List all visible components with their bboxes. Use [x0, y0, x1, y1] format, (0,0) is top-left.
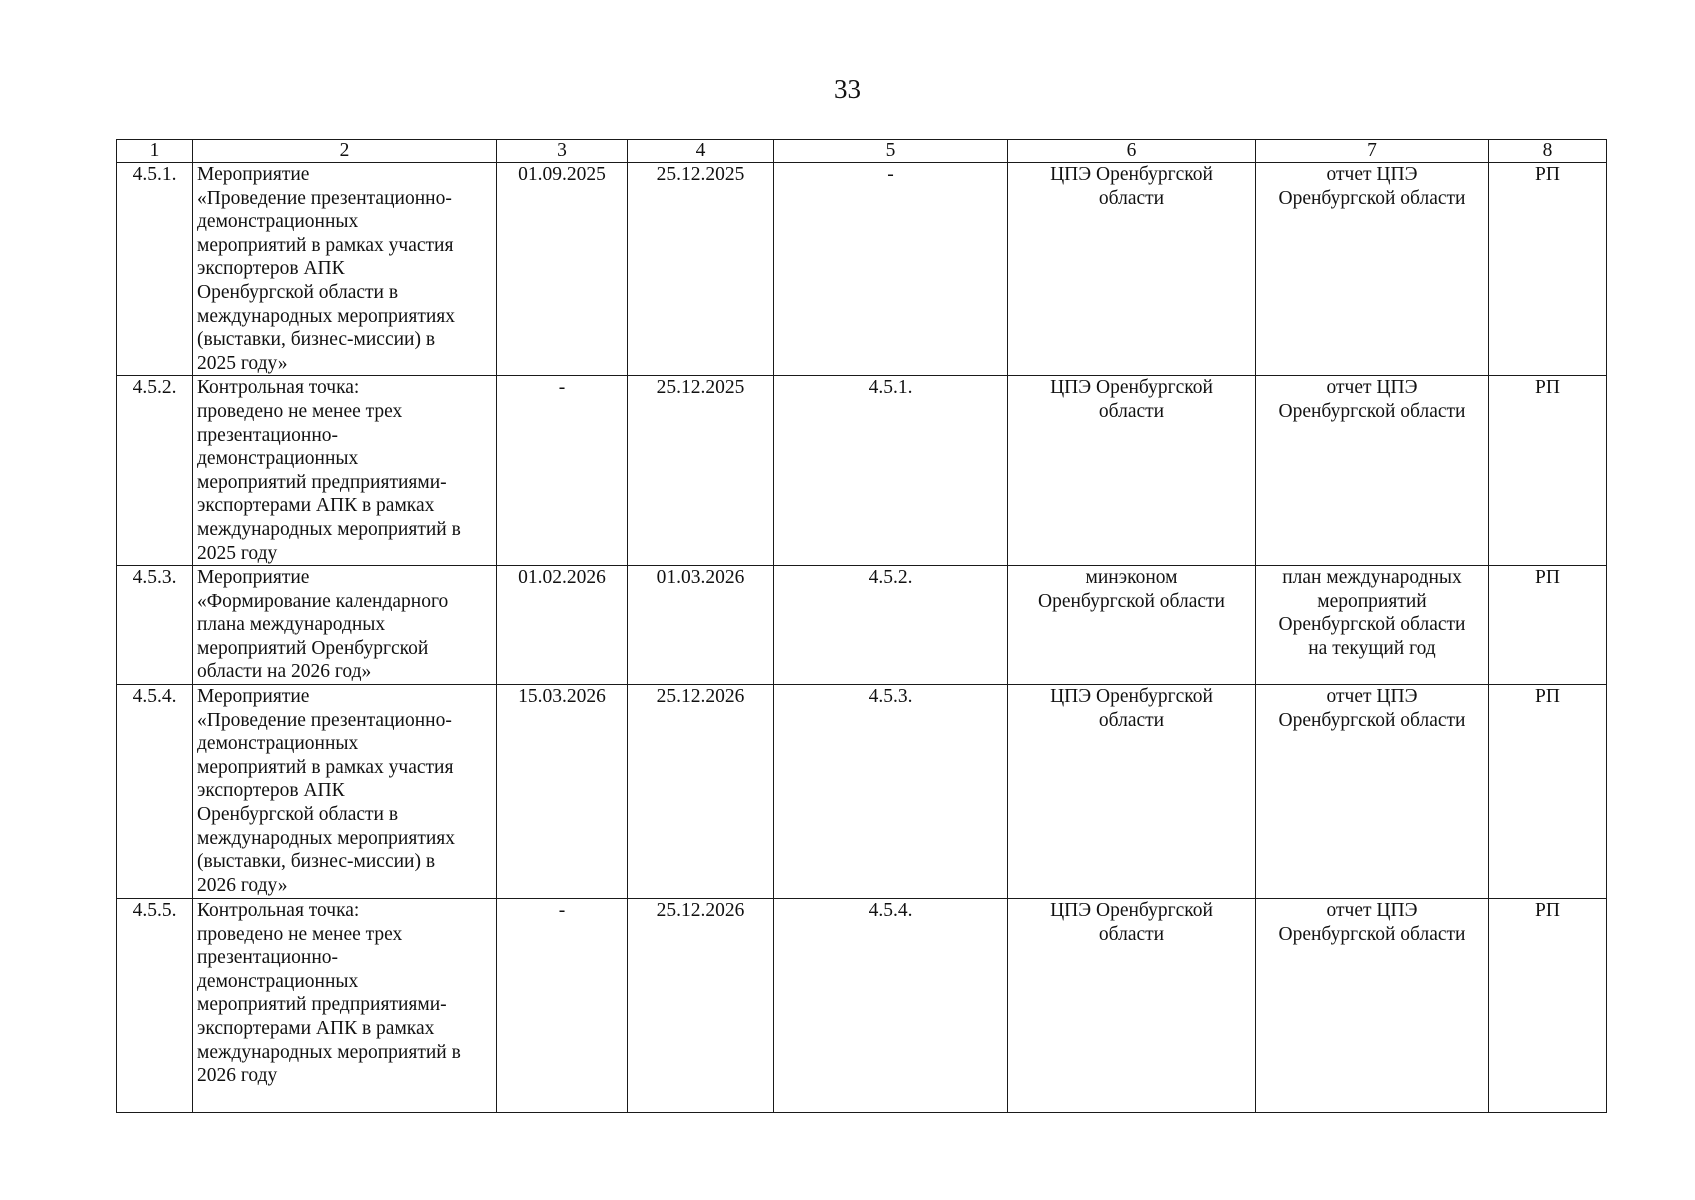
header-cell: 2 [193, 140, 497, 163]
cell-control-level: РП [1489, 899, 1607, 1113]
cell-responsible: ЦПЭ Оренбургской области [1008, 685, 1256, 899]
cell-start-date: - [497, 899, 628, 1113]
cell-activity-name: Мероприятие «Формирование календарного плана международных мероприятий Оренбургской области на 2026 год» [193, 566, 497, 685]
cell-predecessor: 4.5.1. [774, 376, 1008, 566]
cell-activity-name: Мероприятие «Проведение презентационно- демонстрационных мероприятий в рамках участия экспортеров АПК Оренбургской области в международных мероприятиях (выставки, бизнес-миссии) в 2025 году» [193, 163, 497, 376]
cell-start-date: 01.09.2025 [497, 163, 628, 376]
table-row [117, 685, 1607, 899]
cell-predecessor: 4.5.4. [774, 899, 1008, 1113]
header-cell: 5 [774, 140, 1008, 163]
cell-predecessor: 4.5.2. [774, 566, 1008, 685]
cell-control-level: РП [1489, 163, 1607, 376]
cell-responsible: минэконом Оренбургской области [1008, 566, 1256, 685]
cell-activity-name: Контрольная точка: проведено не менее трех презентационно- демонстрационных мероприятий предприятиями- экспортерами АПК в рамках международных мероприятий в 2025 году [193, 376, 497, 566]
cell-start-date: 01.02.2026 [497, 566, 628, 685]
page-number: 33 [834, 74, 861, 104]
cell-activity-name: Мероприятие «Проведение презентационно- демонстрационных мероприятий в рамках участия экспортеров АПК Оренбургской области в международных мероприятиях (выставки, бизнес-миссии) в 2026 году» [193, 685, 497, 899]
cell-responsible: ЦПЭ Оренбургской области [1008, 163, 1256, 376]
cell-number: 4.5.1. [117, 163, 193, 376]
header-cell: 1 [117, 140, 193, 163]
plan-table-body [117, 163, 1607, 1113]
cell-predecessor: 4.5.3. [774, 685, 1008, 899]
cell-result-document: отчет ЦПЭ Оренбургской области [1256, 376, 1489, 566]
cell-activity-name: Контрольная точка: проведено не менее трех презентационно- демонстрационных мероприятий предприятиями- экспортерами АПК в рамках международных мероприятий в 2026 году [193, 899, 497, 1113]
header-cell: 6 [1008, 140, 1256, 163]
cell-end-date: 25.12.2025 [628, 376, 774, 566]
cell-end-date: 01.03.2026 [628, 566, 774, 685]
table-row [117, 566, 1607, 685]
cell-end-date: 25.12.2026 [628, 899, 774, 1113]
table-row [117, 163, 1607, 376]
header-row [117, 140, 1607, 163]
cell-predecessor: - [774, 163, 1008, 376]
table-row [117, 376, 1607, 566]
cell-control-level: РП [1489, 376, 1607, 566]
cell-responsible: ЦПЭ Оренбургской области [1008, 376, 1256, 566]
cell-control-level: РП [1489, 685, 1607, 899]
cell-responsible: ЦПЭ Оренбургской области [1008, 899, 1256, 1113]
cell-result-document: отчет ЦПЭ Оренбургской области [1256, 899, 1489, 1113]
cell-result-document: отчет ЦПЭ Оренбургской области [1256, 685, 1489, 899]
cell-number: 4.5.4. [117, 685, 193, 899]
cell-result-document: план международных мероприятий Оренбургской области на текущий год [1256, 566, 1489, 685]
table-row [117, 899, 1607, 1113]
cell-control-level: РП [1489, 566, 1607, 685]
cell-start-date: 15.03.2026 [497, 685, 628, 899]
header-cell: 8 [1489, 140, 1607, 163]
cell-start-date: - [497, 376, 628, 566]
cell-number: 4.5.2. [117, 376, 193, 566]
cell-end-date: 25.12.2025 [628, 163, 774, 376]
cell-number: 4.5.5. [117, 899, 193, 1113]
cell-result-document: отчет ЦПЭ Оренбургской области [1256, 163, 1489, 376]
cell-number: 4.5.3. [117, 566, 193, 685]
header-cell: 3 [497, 140, 628, 163]
plan-table [116, 139, 1607, 1113]
cell-end-date: 25.12.2026 [628, 685, 774, 899]
header-cell: 4 [628, 140, 774, 163]
header-cell: 7 [1256, 140, 1489, 163]
